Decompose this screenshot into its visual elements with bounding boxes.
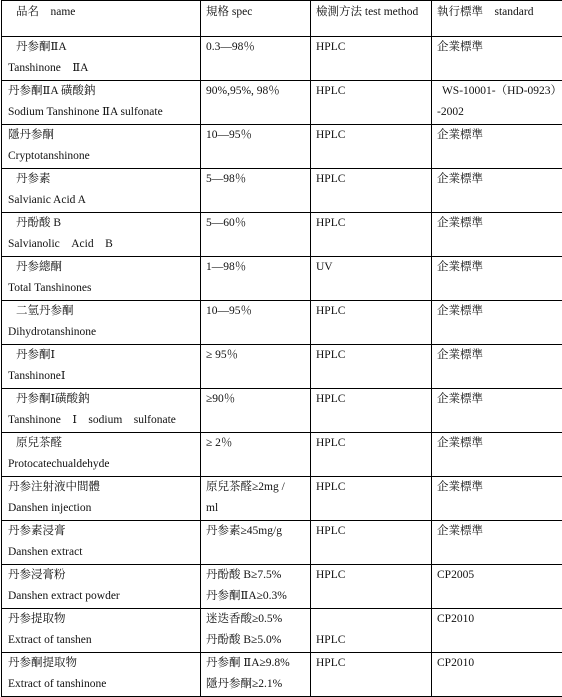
name-chinese: 丹酚酸 B (8, 213, 200, 234)
cell-spec (201, 169, 311, 213)
table-row (2, 81, 562, 125)
header-name: 品名 name (2, 1, 201, 37)
cell-method (311, 37, 432, 81)
standard-line: 企業標準 (437, 125, 562, 146)
cell-spec (201, 81, 311, 125)
cell-standard (432, 653, 562, 697)
header-row (2, 1, 562, 37)
table-row (2, 477, 562, 521)
cell-method (311, 169, 432, 213)
standard-line: 企業標準 (437, 213, 562, 234)
name-english: Danshen extract powder (8, 586, 200, 607)
cell-spec (201, 565, 311, 609)
cell-standard (432, 257, 562, 301)
standard-line: -2002 (437, 102, 562, 123)
cell-name (2, 653, 201, 697)
cell-method (311, 521, 432, 565)
name-english: Dihydrotanshinone (8, 322, 200, 343)
cell-name (2, 477, 201, 521)
cell-method (311, 389, 432, 433)
header-spec: 規格 spec (201, 1, 311, 37)
name-english: Tanshinone Ⅰ sodium sulfonate (8, 410, 200, 431)
cell-spec (201, 37, 311, 81)
cell-standard (432, 565, 562, 609)
name-english: Sodium Tanshinone ⅡA sulfonate (8, 102, 200, 123)
spec-line: 丹参酮 ⅡA≥9.8% (206, 653, 310, 674)
name-chinese: 丹参酮ⅡA 磺酸鈉 (8, 81, 200, 102)
cell-spec (201, 301, 311, 345)
standard-line: 企業標準 (437, 345, 562, 366)
table-row (2, 37, 562, 81)
name-chinese: 丹参提取物 (8, 609, 200, 630)
spec-line: ml (206, 498, 310, 519)
name-chinese: 丹参酮Ⅰ磺酸鈉 (8, 389, 200, 410)
method-line: HPLC (316, 477, 431, 498)
table-row (2, 257, 562, 301)
cell-spec (201, 521, 311, 565)
spec-line: 隱丹参酮≥2.1% (206, 674, 310, 695)
cell-name (2, 301, 201, 345)
cell-spec (201, 345, 311, 389)
standard-line: WS-10001-（HD-0923） (437, 81, 562, 102)
method-line: HPLC (316, 565, 431, 586)
spec-line: ≥ 95％ (206, 345, 310, 366)
name-english: Cryptotanshinone (8, 146, 200, 167)
spec-line: ≥90％ (206, 389, 310, 410)
standard-line: 企業標準 (437, 301, 562, 322)
table-row (2, 609, 562, 653)
table-row (2, 125, 562, 169)
table-row (2, 521, 562, 565)
spec-line: 10—95％ (206, 125, 310, 146)
name-chinese: 二氫丹参酮 (8, 301, 200, 322)
name-chinese: 丹参素 (8, 169, 200, 190)
standard-line: 企業標準 (437, 521, 562, 542)
cell-name (2, 169, 201, 213)
name-chinese: 隱丹参酮 (8, 125, 200, 146)
name-chinese: 丹参酮ⅡA (8, 37, 200, 58)
name-english: Danshen extract (8, 542, 200, 563)
spec-line: 丹参酮ⅡA≥0.3% (206, 586, 310, 607)
method-line: HPLC (316, 653, 431, 674)
cell-spec (201, 653, 311, 697)
spec-line: 5—60％ (206, 213, 310, 234)
cell-name (2, 609, 201, 653)
cell-method (311, 477, 432, 521)
standard-line: 企業標準 (437, 37, 562, 58)
cell-spec (201, 125, 311, 169)
cell-spec (201, 433, 311, 477)
standard-line: 企業標準 (437, 433, 562, 454)
cell-method (311, 565, 432, 609)
cell-method (311, 257, 432, 301)
spec-line: 原兒茶醛≥2mg / (206, 477, 310, 498)
cell-name (2, 213, 201, 257)
name-english: Extract of tanshinone (8, 674, 200, 695)
spec-line: 1—98％ (206, 257, 310, 278)
cell-name (2, 565, 201, 609)
method-line: HPLC (316, 37, 431, 58)
name-english: Extract of tanshen (8, 630, 200, 651)
spec-line: 迷迭香酸≥0.5% (206, 609, 310, 630)
cell-standard (432, 213, 562, 257)
method-line: HPLC (316, 521, 431, 542)
table-row (2, 301, 562, 345)
cell-method (311, 653, 432, 697)
name-chinese: 丹参酮Ⅰ (8, 345, 200, 366)
method-line: HPLC (316, 433, 431, 454)
cell-method (311, 301, 432, 345)
cell-name (2, 257, 201, 301)
name-english: Salvianolic Acid B (8, 234, 200, 255)
method-line: HPLC (316, 389, 431, 410)
cell-standard (432, 301, 562, 345)
name-english: TanshinoneⅠ (8, 366, 200, 387)
cell-method (311, 345, 432, 389)
table-row (2, 433, 562, 477)
standard-line: 企業標準 (437, 257, 562, 278)
standard-line: 企業標準 (437, 169, 562, 190)
name-chinese: 丹参酮提取物 (8, 653, 200, 674)
name-english: Total Tanshinones (8, 278, 200, 299)
cell-method (311, 81, 432, 125)
standard-line: CP2010 (437, 609, 562, 630)
cell-standard (432, 169, 562, 213)
cell-standard (432, 125, 562, 169)
spec-line: 10—95％ (206, 301, 310, 322)
cell-standard (432, 345, 562, 389)
cell-spec (201, 257, 311, 301)
method-line: HPLC (316, 125, 431, 146)
method-line: HPLC (316, 169, 431, 190)
cell-spec (201, 389, 311, 433)
method-line: HPLC (316, 81, 431, 102)
spec-line: 90%,95%, 98％ (206, 81, 310, 102)
spec-line: ≥ 2％ (206, 433, 310, 454)
cell-name (2, 345, 201, 389)
name-chinese: 丹参素浸膏 (8, 521, 200, 542)
name-english: Danshen injection (8, 498, 200, 519)
method-line (316, 609, 431, 630)
name-chinese: 丹参注射液中間體 (8, 477, 200, 498)
method-line: HPLC (316, 345, 431, 366)
table-body (2, 1, 562, 697)
cell-standard (432, 609, 562, 653)
cell-spec (201, 213, 311, 257)
cell-standard (432, 477, 562, 521)
method-line: HPLC (316, 213, 431, 234)
header-method: 檢測方法 test method (311, 1, 432, 37)
cell-standard (432, 81, 562, 125)
standard-line: CP2010 (437, 653, 562, 674)
name-chinese: 丹参總酮 (8, 257, 200, 278)
cell-standard (432, 389, 562, 433)
product-spec-table (1, 0, 562, 697)
cell-standard (432, 433, 562, 477)
cell-spec (201, 477, 311, 521)
cell-name (2, 37, 201, 81)
table-row (2, 345, 562, 389)
table-row (2, 213, 562, 257)
spec-line: 丹参素≥45mg/g (206, 521, 310, 542)
name-english: Protocatechualdehyde (8, 454, 200, 475)
table-row (2, 565, 562, 609)
name-chinese: 原兒茶醛 (8, 433, 200, 454)
header-standard: 執行標準 standard (432, 1, 562, 37)
cell-method (311, 433, 432, 477)
spec-line: 丹酚酸 B≥7.5% (206, 565, 310, 586)
name-chinese: 丹参浸膏粉 (8, 565, 200, 586)
name-english: Tanshinone ⅡA (8, 58, 200, 79)
cell-method (311, 609, 432, 653)
cell-name (2, 125, 201, 169)
spec-line: 0.3—98％ (206, 37, 310, 58)
cell-name (2, 433, 201, 477)
cell-name (2, 389, 201, 433)
cell-standard (432, 37, 562, 81)
table-row (2, 653, 562, 697)
method-line: HPLC (316, 301, 431, 322)
method-line: HPLC (316, 630, 431, 651)
cell-name (2, 521, 201, 565)
cell-standard (432, 521, 562, 565)
cell-name (2, 81, 201, 125)
standard-line: CP2005 (437, 565, 562, 586)
name-english: Salvianic Acid A (8, 190, 200, 211)
table-row (2, 389, 562, 433)
table-row (2, 169, 562, 213)
cell-spec (201, 609, 311, 653)
spec-line: 5—98％ (206, 169, 310, 190)
spec-line: 丹酚酸 B≥5.0% (206, 630, 310, 651)
standard-line: 企業標準 (437, 389, 562, 410)
method-line: UV (316, 257, 431, 278)
cell-method (311, 125, 432, 169)
standard-line: 企業標準 (437, 477, 562, 498)
cell-method (311, 213, 432, 257)
